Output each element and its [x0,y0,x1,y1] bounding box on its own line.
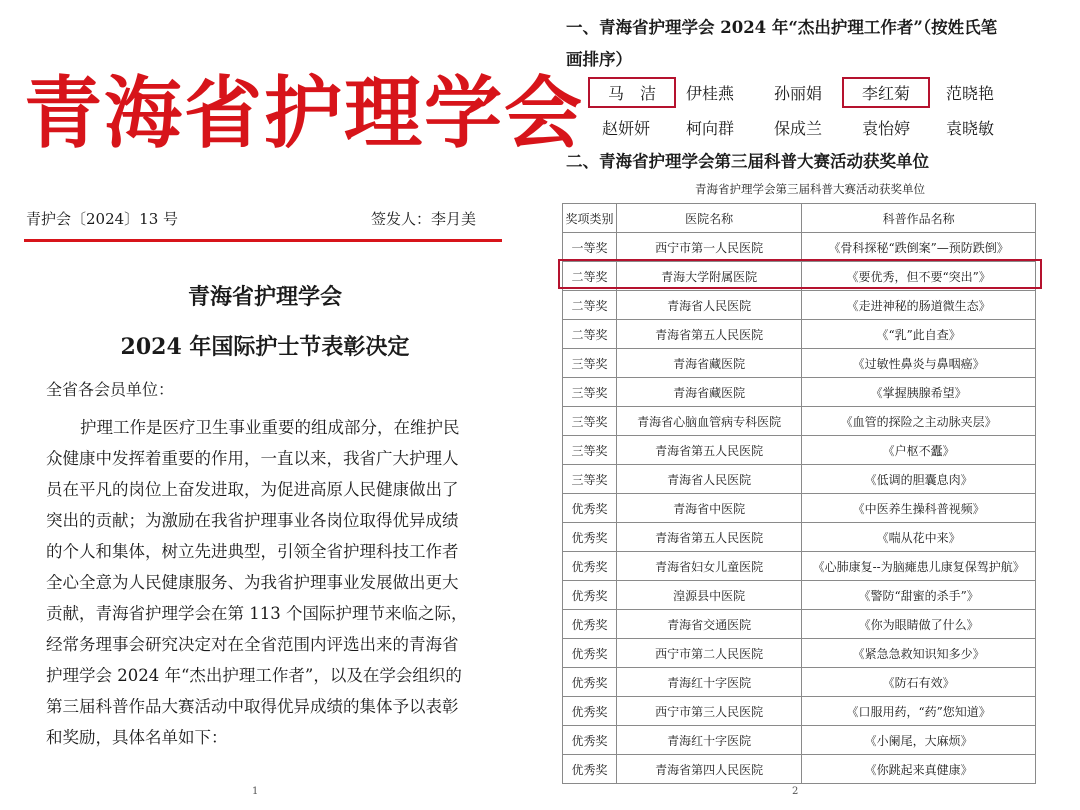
body-line: 突出的贡献；为激励在我省护理事业各岗位取得优异成绩 [46,511,459,530]
document-title-org: 青海省护理学会 [187,284,342,310]
cell-award-level: 三等奖 [563,436,617,465]
column-header-award: 奖项类别 [563,204,617,233]
table-row [563,523,1036,552]
body-line: 经常务理事会研究决定对在全省范围内评选出来的青海省 [46,635,459,654]
honoree-name: 袁怡婷 [861,119,910,138]
cell-hospital-name: 青海大学附属医院 [616,262,801,291]
document-title-decision: 2024 年国际护士节表彰决定 [120,334,410,360]
table-row [563,755,1036,784]
section-1-heading: 一、青海省护理学会 2024 年“杰出护理工作者”（按姓氏笔 [566,18,998,37]
table-header-row [563,204,1036,233]
cell-hospital-name: 青海省妇女儿童医院 [616,552,801,581]
cell-work-title: 《你为眼睛做了什么》 [802,610,1036,639]
cell-work-title: 《防石有效》 [802,668,1036,697]
cell-work-title: 《你跳起来真健康》 [802,755,1036,784]
cell-work-title: 《口服用药，“药”您知道》 [802,697,1036,726]
table-row [563,610,1036,639]
cell-hospital-name: 湟源县中医院 [616,581,801,610]
body-line: 和奖励，具体名单如下： [46,728,228,747]
cell-award-level: 优秀奖 [563,494,617,523]
cell-award-level: 二等奖 [563,262,617,291]
cell-award-level: 三等奖 [563,378,617,407]
document-meta [26,208,502,232]
section-2-heading: 二、青海省护理学会第三届科普大赛活动获奖单位 [566,152,929,171]
table-row [563,349,1036,378]
cell-award-level: 优秀奖 [563,552,617,581]
column-header-work: 科普作品名称 [802,204,1036,233]
cell-award-level: 三等奖 [563,407,617,436]
cell-work-title: 《喘从花中来》 [802,523,1036,552]
column-header-hospital: 医院名称 [616,204,801,233]
red-divider [24,239,502,242]
honoree-name: 伊桂燕 [685,84,734,103]
cell-work-title: 《中医养生操科普视频》 [802,494,1036,523]
cell-hospital-name: 西宁市第一人民医院 [616,233,801,262]
cell-hospital-name: 青海省人民医院 [616,465,801,494]
honoree-name: 孙丽娟 [773,84,822,103]
cell-hospital-name: 西宁市第二人民医院 [616,639,801,668]
cell-hospital-name: 青海省藏医院 [616,378,801,407]
cell-hospital-name: 青海省第五人民医院 [616,436,801,465]
cell-work-title: 《掌握胰腺希望》 [802,378,1036,407]
page-number-left: 1 [252,786,259,797]
awards-table [562,203,1036,784]
table-row [563,697,1036,726]
page-number-right: 2 [792,786,799,797]
honoree-name-highlighted: 李红菊 [846,81,926,104]
cell-work-title: 《骨科探秘“跌倒案”—预防跌倒》 [802,233,1036,262]
table-row [563,581,1036,610]
cell-work-title: 《“乳”此自查》 [802,320,1036,349]
table-row [563,668,1036,697]
table-row [563,639,1036,668]
section-1-heading-cont: 画排序） [566,50,632,69]
cell-hospital-name: 青海省人民医院 [616,291,801,320]
cell-work-title: 《户枢不蠹》 [802,436,1036,465]
cell-hospital-name: 青海省中医院 [616,494,801,523]
body-line: 第三届科普作品大赛活动中取得优异成绩的集体予以表彰 [46,697,459,716]
body-line: 众健康中发挥着重要的作用，一直以来，我省广大护理人 [46,449,459,468]
cell-award-level: 优秀奖 [563,610,617,639]
body-line: 全心全意为人民健康服务、为我省护理事业发展做出更大 [46,573,459,592]
cell-award-level: 优秀奖 [563,523,617,552]
document-number: 青护会〔2024〕13 号 [26,210,179,228]
cell-work-title: 《低调的胆囊息肉》 [802,465,1036,494]
cell-work-title: 《过敏性鼻炎与鼻咽癌》 [802,349,1036,378]
honoree-name: 范晓艳 [945,84,994,103]
cell-award-level: 优秀奖 [563,726,617,755]
cell-award-level: 三等奖 [563,465,617,494]
cell-award-level: 三等奖 [563,349,617,378]
honoree-name: 保成兰 [773,119,822,138]
cell-award-level: 二等奖 [563,291,617,320]
body-line: 的个人和集体，树立先进典型，引领全省护理科技工作者 [46,542,459,561]
right-page [530,0,1080,810]
body-text [46,412,492,753]
table-row [563,552,1036,581]
body-line: 贡献，青海省护理学会在第 113 个国际护理节来临之际， [46,604,468,623]
cell-award-level: 二等奖 [563,320,617,349]
cell-hospital-name: 青海省第五人民医院 [616,523,801,552]
table-row [563,726,1036,755]
salutation: 全省各会员单位： [46,380,175,399]
body-line: 护理学会 2024 年“杰出护理工作者”，以及在学会组织的 [46,666,462,685]
table-row [563,378,1036,407]
cell-award-level: 优秀奖 [563,581,617,610]
cell-hospital-name: 青海省交通医院 [616,610,801,639]
honoree-name: 袁晓敏 [945,119,994,138]
table-row [563,291,1036,320]
cell-work-title: 《警防“甜蜜的杀手”》 [802,581,1036,610]
table-row [563,436,1036,465]
table-row [563,465,1036,494]
cell-hospital-name: 青海红十字医院 [616,726,801,755]
body-line: 护理工作是医疗卫生事业重要的组成部分，在维护民 [80,418,460,437]
honoree-name: 赵妍妍 [601,119,650,138]
signatory: 签发人：李月美 [370,210,476,228]
table-row [563,262,1036,291]
table-caption: 青海省护理学会第三届科普大赛活动获奖单位 [695,182,925,196]
cell-hospital-name: 西宁市第三人民医院 [616,697,801,726]
table-row [563,320,1036,349]
cell-award-level: 优秀奖 [563,639,617,668]
cell-hospital-name: 青海省心脑血管病专科医院 [616,407,801,436]
table-row [563,494,1036,523]
cell-award-level: 优秀奖 [563,755,617,784]
cell-work-title: 《要优秀，但不要“突出”》 [802,262,1036,291]
cell-award-level: 优秀奖 [563,697,617,726]
cell-work-title: 《心肺康复--为脑瘫患儿康复保驾护航》 [802,552,1036,581]
table-row [563,407,1036,436]
cell-award-level: 优秀奖 [563,668,617,697]
cell-hospital-name: 青海省第四人民医院 [616,755,801,784]
cell-work-title: 《走进神秘的肠道微生态》 [802,291,1036,320]
cell-award-level: 一等奖 [563,233,617,262]
org-banner: 青海省护理学会 [24,68,585,159]
cell-work-title: 《紧急急救知识知多少》 [802,639,1036,668]
cell-hospital-name: 青海省藏医院 [616,349,801,378]
cell-hospital-name: 青海省第五人民医院 [616,320,801,349]
table-row [563,233,1036,262]
cell-work-title: 《小阑尾，大麻烦》 [802,726,1036,755]
awards-table-body [563,233,1036,784]
honoree-name-highlighted: 马 洁 [592,81,672,104]
cell-work-title: 《血管的探险之主动脉夹层》 [802,407,1036,436]
cell-hospital-name: 青海红十字医院 [616,668,801,697]
body-line: 员在平凡的岗位上奋发进取，为促进高原人民健康做出了 [46,480,459,499]
honoree-name: 柯向群 [685,119,734,138]
